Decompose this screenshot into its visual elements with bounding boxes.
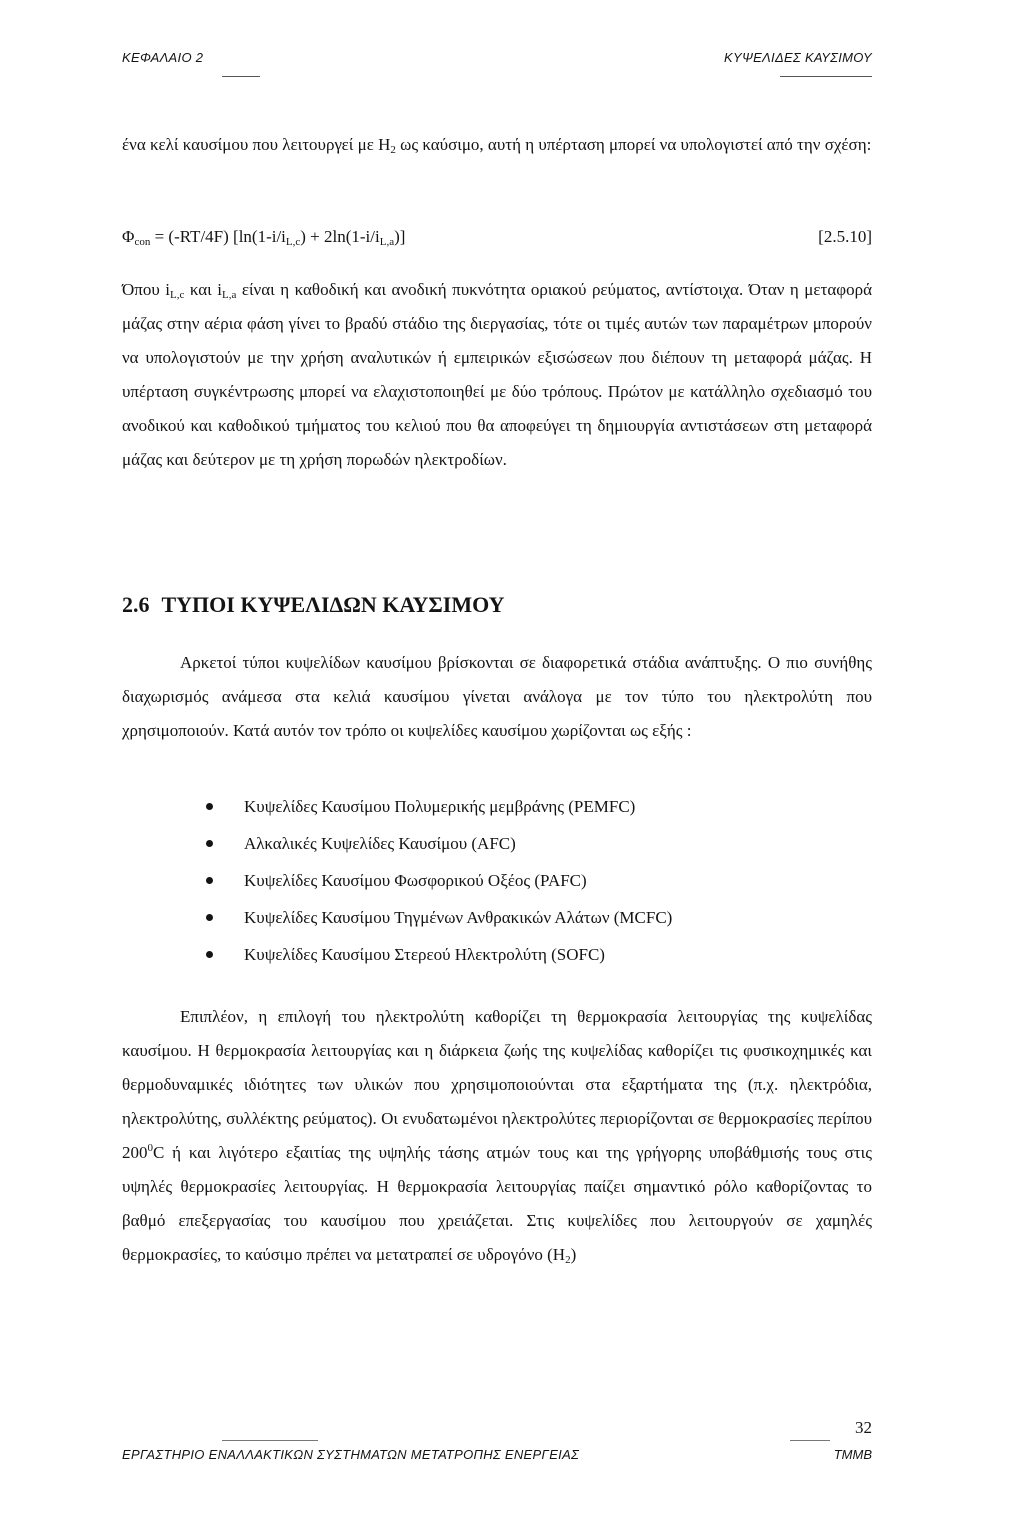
section-heading (122, 592, 505, 618)
section-title: ΤΥΠΟΙ ΚΥΨΕΛΙΔΩΝ ΚΑΥΣΙΜΟΥ (161, 592, 505, 617)
bullet-icon (206, 877, 213, 884)
section-number: 2.6 (122, 592, 150, 617)
header-rule-right (780, 76, 872, 77)
equation-2-5-10: $\Phi_{con} = (-RT/4F) [\ln(1-i/i_{L,c}) + 2\ln(1-i/i_{L,a})]$ [2.5.10] (122, 227, 872, 248)
bullet-icon (206, 951, 213, 958)
footer-rule-left (222, 1440, 318, 1441)
definitions-paragraph: Όπου $i_{L,c}$ και $i_{L,a}$ είναι η καθοδική και ανοδική πυκνότητα οριακού ρεύματος, αντίστοιχα. Όταν η μεταφορά μάζας στην αέρια φάση γίνει το βραδύ στάδιο της διεργασίας, τότε οι τιμές αυτών των παραμέτρων μπορούν να υπολογιστούν με την χρήση αναλυτικών ή εμπειρικών εξισώσεων που διέπουν τη μεταφορά μάζας. Η υπέρταση συγκέντρωσης μπορεί να ελαχιστοποιηθεί με δύο τρόπους. Πρώτον με κατάλληλο σχεδιασμό του ανοδικού και καθοδικού τμήματος του κελιού που θα αποφεύγει τη δημιουργία αντιστάσεων στη μεταφορά μάζας και δεύτερον με τη χρήση πορωδών ηλεκτροδίων. (122, 280, 872, 469)
footer-rule-right (790, 1440, 830, 1441)
footer-lab-name: ΕΡΓΑΣΤΗΡΙΟ ΕΝΑΛΛΑΚΤΙΚΩΝ ΣΥΣΤΗΜΑΤΩΝ ΜΕΤΑΤΡΟΠΗΣ ΕΝΕΡΓΕΙΑΣ (122, 1447, 580, 1462)
bullet-icon (206, 803, 213, 810)
equation-number: [2.5.10] (818, 227, 872, 246)
bullet-icon (206, 914, 213, 921)
fuel-cell-types-list (206, 790, 672, 975)
list-item: Κυψελίδες Καυσίμου Πολυμερικής μεμβράνης (PEMFC) (206, 790, 672, 827)
page-number: 32 (855, 1418, 872, 1437)
intro-paragraph: ένα κελί καυσίμου που λειτουργεί με $H_2$ ως καύσιμο, αυτή η υπέρταση μπορεί να υπολογιστεί από την σχέση: (122, 135, 872, 156)
list-item: Κυψελίδες Καυσίμου Στερεού Ηλεκτρολύτη (SOFC) (206, 938, 672, 975)
list-item: Κυψελίδες Καυσίμου Τηγμένων Ανθρακικών Αλάτων (MCFC) (206, 901, 672, 938)
running-header-chapter: ΚΕΦΑΛΑΙΟ 2 (122, 50, 204, 65)
running-header-title: ΚΥΨΕΛΙΔΕΣ ΚΑΥΣΙΜΟΥ (724, 50, 872, 65)
closing-paragraph: Επιπλέον, η επιλογή του ηλεκτρολύτη καθορίζει τη θερμοκρασία λειτουργίας της κυψελίδας καυσίμου. Η θερμοκρασία λειτουργίας και η διάρκεια ζωής της κυψελίδας καθορίζει τις φυσικοχημικές και θερμοδυναμικές ιδιότητες των υλικών που χρησιμοποιούνται στα εξαρτήματα της (π.χ. ηλεκτρόδια, ηλεκτρολύτης, συλλέκτης ρεύματος). Οι ενυδατωμένοι ηλεκτρολύτες περιορίζονται σε θερμοκρασίες περίπου $200^0C$ ή και λιγότερο εξαιτίας της υψηλής τάσης ατμών τους και της γρήγορης υποβάθμισής τους στις υψηλές θερμοκρασίες λειτουργίας. Η θερμοκρασία λειτουργίας παίζει σημαντικό ρόλο καθορίζοντας το βαθμό επεξεργασίας του καυσίμου που χρειάζεται. Στις κυψελίδες που λειτουργούν σε χαμηλές θερμοκρασίες, το καύσιμο πρέπει να μετατραπεί σε υδρογόνο $(H_2)$ (122, 1007, 872, 1266)
section-intro-paragraph: Αρκετοί τύποι κυψελίδων καυσίμου βρίσκονται σε διαφορετικά στάδια ανάπτυξης. Ο πιο συνήθης διαχωρισμός ανάμεσα στα κελιά καυσίμου γίνεται ανάλογα με τον τύπο του ηλεκτρολύτη που χρησιμοποιούν. Κατά αυτόν τον τρόπο οι κυψελίδες καυσίμου χωρίζονται ως εξής : (122, 653, 872, 740)
list-item: Αλκαλικές Κυψελίδες Καυσίμου (AFC) (206, 827, 672, 864)
footer-department: ΤΜΜΒ (833, 1447, 872, 1462)
list-item: Κυψελίδες Καυσίμου Φωσφορικού Οξέος (PAFC) (206, 864, 672, 901)
bullet-icon (206, 840, 213, 847)
header-rule-left (222, 76, 260, 77)
